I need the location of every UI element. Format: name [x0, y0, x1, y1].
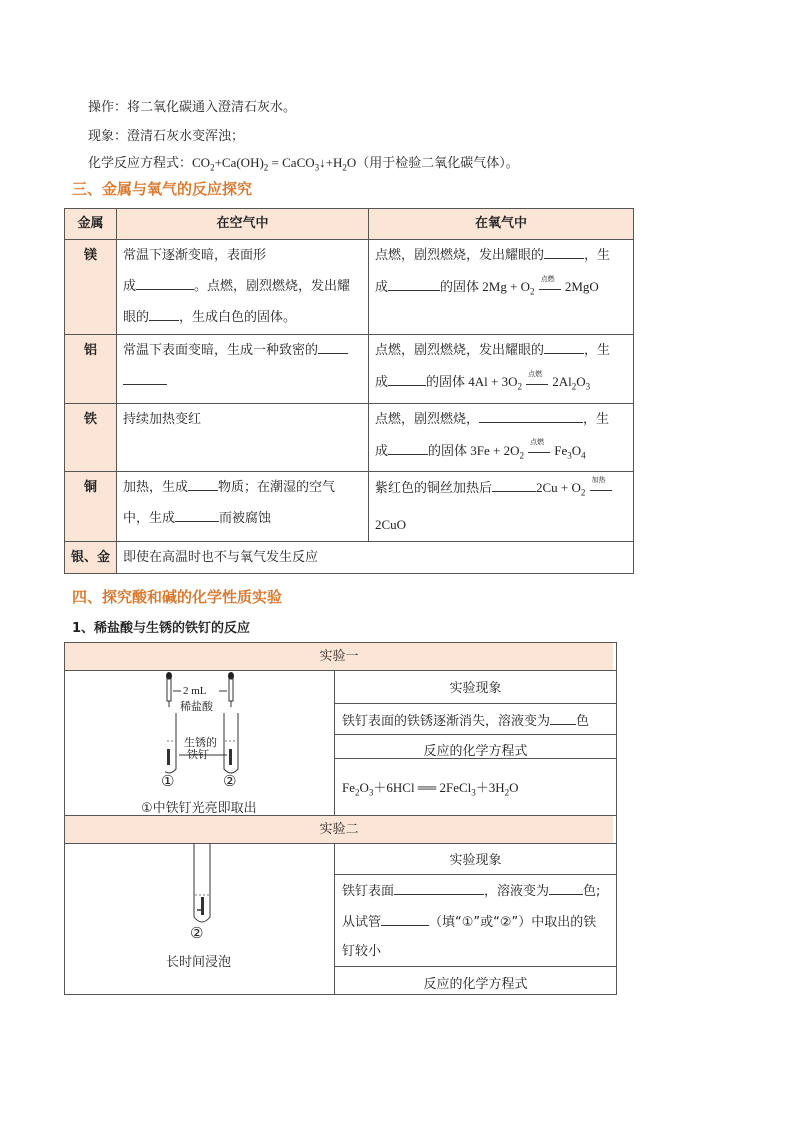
phenomenon-line: 现象：澄清石灰水变浑浊； — [88, 129, 245, 144]
table-row-cu — [65, 472, 634, 542]
mg-oxygen-cell: 点燃，剧烈燃烧，发出耀眼的 ，生 成 的固体 $2Mg + O_2$ 点燃 2MgO — [369, 240, 634, 335]
experiment-table — [64, 642, 617, 995]
section-title-acid-base: 四、探究酸和碱的化学性质实验 — [72, 588, 283, 606]
experiment-2-figure — [191, 843, 213, 933]
table-row-al — [65, 335, 634, 404]
metal-cu: 铜 — [65, 472, 117, 542]
exp2-phenomenon-header: 实验现象 — [449, 853, 502, 868]
section-title-metal-oxygen: 三、金属与氧气的反应探究 — [72, 180, 253, 198]
metal-ag-au: 银、金 — [65, 541, 117, 573]
blank — [136, 275, 194, 290]
header-in-air: 在空气中 — [117, 209, 369, 240]
tube-2-label: ② — [223, 772, 237, 790]
experiment-1-header: 实验一 — [65, 643, 613, 670]
exp1-phenomenon-header: 实验现象 — [449, 681, 502, 696]
header-metal: 金属 — [65, 209, 117, 240]
metal-al: 铝 — [65, 335, 117, 404]
blank — [175, 507, 219, 522]
table-row-mg — [65, 240, 634, 335]
table-header-row — [65, 209, 634, 240]
subhead-hcl-rusty-nail: 1、稀盐酸与生锈的铁钉的反应 — [72, 621, 251, 636]
dropper-right — [228, 672, 234, 707]
test-tube-1 — [165, 713, 176, 773]
cu-oxygen-cell: 紫红色的铜丝加热后 $2Cu + O_2$ 加热 2CuO — [369, 472, 634, 542]
table-row-ag-au — [65, 541, 634, 573]
figure-amount-label: 2 mL — [183, 685, 207, 697]
blank — [388, 371, 426, 386]
cu-air-cell: 加热，生成 物质；在潮湿的空气 中，生成 而被腐蚀 — [117, 472, 369, 542]
blank — [479, 408, 583, 423]
exp2-phenomenon-line-2: 从试管 （填“①”或“②”）中取出的铁 — [342, 911, 596, 930]
figure-nail-label-2: 铁钉 — [187, 748, 209, 761]
experiment-2-header: 实验二 — [65, 816, 613, 843]
blank — [492, 477, 536, 492]
fe-oxygen-cell: 点燃，剧烈燃烧， ，生 成 的固体 $3Fe + 2O_2$ 点燃 $Fe_3O_4$ — [369, 403, 634, 472]
experiment-1-caption: ①中铁钉光亮即取出 — [141, 801, 257, 816]
operation-line: 操作：将二氧化碳通入澄清石灰水。 — [88, 100, 297, 115]
condition-mark: 点燃 — [528, 446, 550, 456]
blank — [549, 880, 583, 895]
blank — [550, 710, 576, 725]
metal-mg: 镁 — [65, 240, 117, 335]
blank — [381, 911, 429, 926]
condition-mark: 加热 — [590, 484, 612, 494]
blank — [149, 306, 179, 321]
blank — [188, 476, 218, 491]
experiment-2-caption: 长时间浸泡 — [166, 955, 232, 970]
blank — [388, 440, 428, 455]
blank — [388, 276, 440, 291]
metal-oxygen-table — [64, 208, 634, 574]
metal-fe: 铁 — [65, 403, 117, 472]
blank — [123, 370, 167, 385]
blank — [544, 339, 584, 354]
exp1-phenomenon-text: 铁钉表面的铁锈逐渐消失，溶液变为 色 — [342, 710, 589, 729]
tube-1-label: ① — [161, 772, 175, 790]
exp2-equation-header: 反应的化学方程式 — [423, 977, 528, 992]
equation-line: 化学反应方程式：$CO_2+Ca(OH)_2$ = $CaCO_3↓+H_2O$（用于检验二氧化碳气体）。 — [88, 155, 519, 173]
al-air-cell: 常温下表面变暗，生成一种致密的 — [117, 335, 369, 404]
exp2-phenomenon-line-3: 钉较小 — [342, 944, 382, 959]
exp1-equation: $Fe_2O_3+6HCl$ ══ $2FeCl_3+3H_2O$ — [342, 780, 519, 798]
mg-air-cell: 常温下逐渐变暗，表面形 成 。点燃，剧烈燃烧，发出耀 眼的 ，生成白色的固体。 — [117, 240, 369, 335]
fe-air-cell: 持续加热变红 — [117, 403, 369, 472]
exp2-tube-label: ② — [190, 924, 204, 942]
ag-au-cell: 即使在高温时也不与氧气发生反应 — [117, 541, 634, 573]
equation-formula: $CO_2+Ca(OH)_2$ = $CaCO_3↓+H_2O$ — [192, 155, 357, 173]
header-in-oxygen: 在氧气中 — [369, 209, 634, 240]
figure-nail-label-1: 生锈的 — [184, 736, 217, 749]
figure-acid-label: 稀盐酸 — [180, 700, 213, 713]
al-oxygen-cell: 点燃，剧烈燃烧，发出耀眼的 ，生 成 的固体 $4Al + 3O_2$ 点燃 $2Al_2O_3$ — [369, 335, 634, 404]
exp1-equation-header: 反应的化学方程式 — [423, 744, 528, 759]
table-row-fe — [65, 403, 634, 472]
blank — [544, 244, 584, 259]
blank — [394, 880, 484, 895]
blank — [318, 339, 348, 354]
condition-mark: 点燃 — [526, 378, 548, 388]
exp2-phenomenon-line-1: 铁钉表面 ，溶液变为 色; — [342, 880, 600, 899]
dropper-left — [166, 672, 172, 707]
condition-mark: 点燃 — [539, 283, 561, 293]
